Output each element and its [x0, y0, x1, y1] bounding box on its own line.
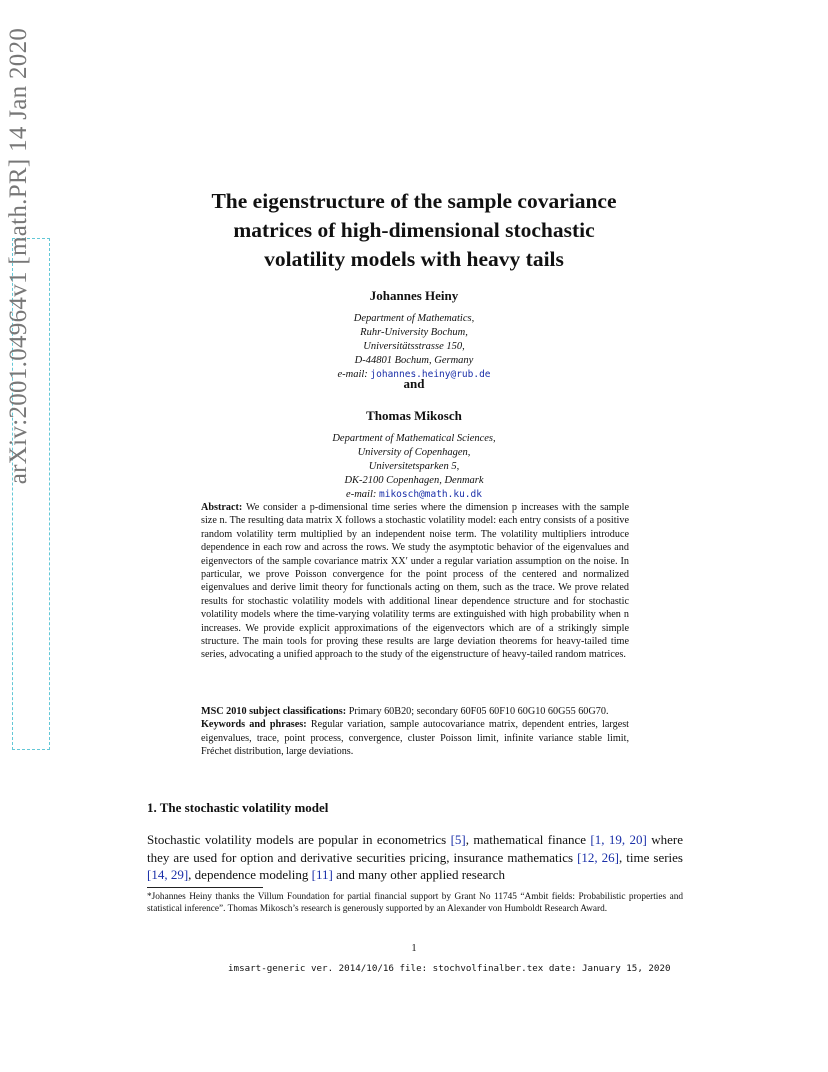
body-text: Stochastic volatility models are popular in econometrics	[147, 832, 451, 847]
footnote-rule	[147, 887, 263, 888]
citation-link[interactable]: [14, 29]	[147, 867, 189, 882]
classification-block	[201, 705, 629, 759]
affiliation-line: Ruhr-University Bochum,	[360, 327, 468, 338]
msc-label: MSC 2010 subject classifications:	[201, 706, 347, 717]
citation-link[interactable]: [12, 26]	[577, 849, 619, 865]
affiliation-line: Universitetsparken 5,	[368, 461, 460, 472]
affiliation-line: University of Copenhagen,	[357, 447, 471, 458]
section-heading: 1. The stochastic volatility model	[147, 800, 329, 815]
author-name: Thomas Mikosch	[366, 408, 462, 423]
title-line: The eigenstructure of the sample covariance	[211, 189, 617, 213]
msc-classification	[201, 705, 629, 718]
body-text: and many other applied research	[332, 867, 506, 882]
author-affiliation	[214, 312, 614, 382]
author-name: Johannes Heiny	[369, 288, 459, 303]
citation-link[interactable]: [1, 19, 20]	[590, 832, 647, 847]
imsart-footer: imsart-generic ver. 2014/10/16 file: stochvolfinalber.tex date: January 15, 2020	[228, 963, 671, 974]
title-line: matrices of high-dimensional stochastic	[233, 218, 595, 242]
affiliation-line: Department of Mathematical Sciences,	[332, 433, 496, 444]
body-text: , time series	[619, 849, 683, 865]
body-paragraph	[147, 831, 683, 884]
paper-title	[100, 187, 728, 274]
abstract-label: Abstract:	[201, 502, 243, 513]
body-text: , dependence modeling	[188, 867, 312, 882]
affiliation-line: D-44801 Bochum, Germany	[354, 355, 474, 366]
abstract	[201, 501, 629, 662]
arxiv-stamp: arXiv:2001.04964v1 [math.PR] 14 Jan 2020	[5, 27, 32, 485]
keywords-text: Regular variation, sample autocovariance matrix, dependent entries, largest eigenvalues, trace, point process, convergence, cluster Poisson limit, infinite variance stable limit, Fréchet distribution, large deviations.	[201, 719, 630, 758]
affiliation-line: Universitätsstrasse 150,	[363, 341, 465, 352]
body-text: where they are used for option and derivative securities pricing, insurance mathematics	[147, 832, 683, 865]
email-link[interactable]: mikosch@math.ku.dk	[379, 489, 482, 500]
affiliation-line: Department of Mathematics,	[353, 313, 475, 324]
email-line	[214, 488, 614, 502]
abstract-text: We consider a p-dimensional time series where the dimension p increases with the sample size n. The resulting data matrix X follows a stochastic volatility model: each entry consists of a positive random volatility term multiplied by an independent noise term. The volatility multipliers introduce dependence in each row and across the rows. We study the asymptotic behavior of the eigenvalues and eigenvectors of the sample covariance matrix XX′ under a regular variation assumption on the noise. In particular, we prove Poisson convergence for the point process of the centered and normalized eigenvalues and derive limit theory for functionals acting on them, such as the trace. We prove related results for stochastic volatility models with additional linear dependence structure and for stochastic volatility models where the time-varying volatility terms are extinguished with high probability when n increases. We provide explicit approximations of the eigenvectors which are of a strikingly simple structure. The main tools for proving these results are large deviation theorems for heavy-tailed time series, advocating a unified approach to the study of the eigenstructure of heavy-tailed random matrices.	[201, 502, 629, 661]
page-number: 1	[411, 943, 417, 954]
author-affiliation	[214, 432, 614, 502]
author-separator: and	[403, 376, 425, 391]
citation-link[interactable]: [5]	[450, 832, 466, 847]
title-line: volatility models with heavy tails	[264, 247, 564, 271]
email-label: e-mail:	[346, 489, 379, 500]
keywords-label: Keywords and phrases:	[201, 719, 307, 731]
footnote: *Johannes Heiny thanks the Villum Foundation for partial financial support by Grant No 11745 “Ambit fields: Probabilistic properties and statistical inference”. Thomas Mikosch’s research is generously supported by an Alexander von Humboldt Research Award.	[147, 892, 683, 915]
affiliation-line: DK-2100 Copenhagen, Denmark	[344, 475, 484, 486]
citation-link[interactable]: [11]	[311, 867, 333, 882]
keywords	[201, 718, 629, 758]
email-link[interactable]: johannes.heiny@rub.de	[370, 369, 491, 380]
body-text: , mathematical finance	[465, 832, 591, 847]
msc-text: Primary 60B20; secondary 60F05 60F10 60G10 60G55 60G70.	[348, 706, 609, 717]
email-label: e-mail:	[337, 369, 371, 380]
